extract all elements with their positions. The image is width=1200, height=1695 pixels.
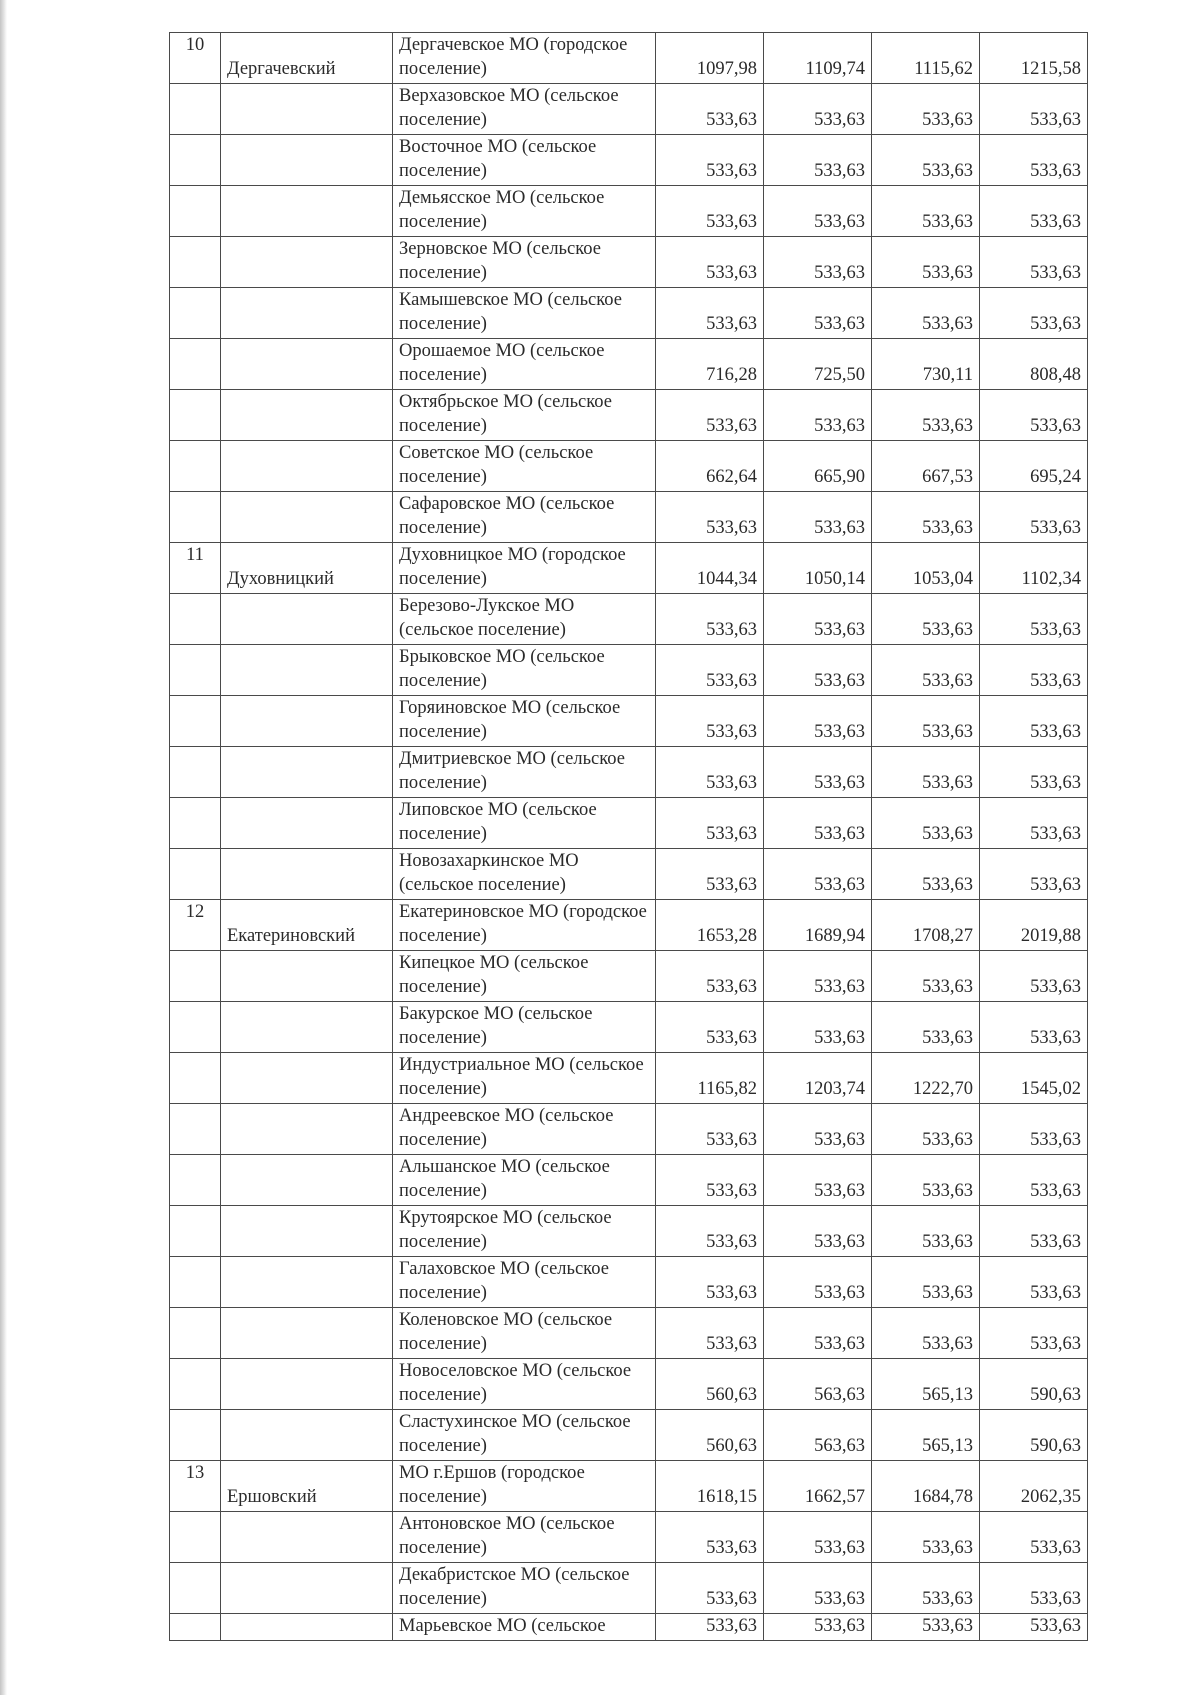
table-row (170, 1002, 1088, 1053)
value-col-1: 1618,15 (656, 1461, 764, 1512)
table-row (170, 1359, 1088, 1410)
district-name (221, 492, 393, 543)
value-col-4: 533,63 (980, 1104, 1088, 1155)
row-number (170, 390, 221, 441)
value-col-1: 1044,34 (656, 543, 764, 594)
row-number (170, 492, 221, 543)
row-number (170, 1563, 221, 1614)
value-col-3: 533,63 (872, 237, 980, 288)
value-col-2: 533,63 (764, 1614, 872, 1641)
table-row (170, 1206, 1088, 1257)
value-col-3: 533,63 (872, 135, 980, 186)
value-col-1: 533,63 (656, 1002, 764, 1053)
district-name (221, 288, 393, 339)
value-col-1: 533,63 (656, 1104, 764, 1155)
value-col-2: 533,63 (764, 1563, 872, 1614)
value-col-1: 1097,98 (656, 33, 764, 84)
tariff-table (169, 32, 1088, 1641)
value-col-2: 533,63 (764, 645, 872, 696)
table-row (170, 1614, 1088, 1641)
value-col-2: 1662,57 (764, 1461, 872, 1512)
value-col-3: 565,13 (872, 1359, 980, 1410)
row-number (170, 747, 221, 798)
value-col-2: 563,63 (764, 1359, 872, 1410)
value-col-2: 533,63 (764, 696, 872, 747)
value-col-2: 533,63 (764, 390, 872, 441)
row-number (170, 288, 221, 339)
row-number (170, 1410, 221, 1461)
value-col-4: 533,63 (980, 1614, 1088, 1641)
district-name (221, 1155, 393, 1206)
row-number (170, 1257, 221, 1308)
district-name (221, 1206, 393, 1257)
value-col-3: 1708,27 (872, 900, 980, 951)
municipality-name: Галаховское МО (сельское поселение) (393, 1257, 656, 1308)
value-col-3: 533,63 (872, 186, 980, 237)
district-name (221, 1359, 393, 1410)
district-name (221, 849, 393, 900)
row-number (170, 951, 221, 1002)
value-col-2: 533,63 (764, 84, 872, 135)
value-col-1: 662,64 (656, 441, 764, 492)
district-name (221, 237, 393, 288)
table-row (170, 492, 1088, 543)
municipality-name: Новозахаркинское МО (сельское поселение) (393, 849, 656, 900)
row-number (170, 798, 221, 849)
value-col-4: 533,63 (980, 237, 1088, 288)
value-col-1: 533,63 (656, 186, 764, 237)
value-col-1: 533,63 (656, 1308, 764, 1359)
value-col-2: 725,50 (764, 339, 872, 390)
value-col-2: 533,63 (764, 288, 872, 339)
row-number (170, 849, 221, 900)
value-col-3: 533,63 (872, 1308, 980, 1359)
value-col-1: 533,63 (656, 288, 764, 339)
district-name (221, 696, 393, 747)
row-number: 11 (170, 543, 221, 594)
value-col-1: 533,63 (656, 645, 764, 696)
table-row (170, 1563, 1088, 1614)
table-row (170, 1104, 1088, 1155)
district-name (221, 1104, 393, 1155)
value-col-2: 1109,74 (764, 33, 872, 84)
municipality-name: Брыковское МО (сельское поселение) (393, 645, 656, 696)
value-col-4: 533,63 (980, 135, 1088, 186)
value-col-4: 533,63 (980, 1563, 1088, 1614)
value-col-1: 1653,28 (656, 900, 764, 951)
row-number (170, 339, 221, 390)
table-row (170, 951, 1088, 1002)
district-name (221, 1308, 393, 1359)
table-row (170, 1308, 1088, 1359)
table-row (170, 696, 1088, 747)
value-col-2: 533,63 (764, 798, 872, 849)
value-col-3: 533,63 (872, 492, 980, 543)
value-col-1: 533,63 (656, 1563, 764, 1614)
value-col-1: 533,63 (656, 492, 764, 543)
value-col-3: 533,63 (872, 1257, 980, 1308)
table-row (170, 747, 1088, 798)
municipality-name: Восточное МО (сельское поселение) (393, 135, 656, 186)
value-col-1: 533,63 (656, 1614, 764, 1641)
municipality-name: Индустриальное МО (сельское поселение) (393, 1053, 656, 1104)
value-col-4: 533,63 (980, 1308, 1088, 1359)
value-col-3: 533,63 (872, 1104, 980, 1155)
value-col-4: 533,63 (980, 1002, 1088, 1053)
municipality-name: Бакурское МО (сельское поселение) (393, 1002, 656, 1053)
table-row (170, 1257, 1088, 1308)
table-row (170, 1155, 1088, 1206)
district-name (221, 135, 393, 186)
table-row (170, 390, 1088, 441)
table-row (170, 849, 1088, 900)
municipality-name: Альшанское МО (сельское поселение) (393, 1155, 656, 1206)
table-row (170, 339, 1088, 390)
row-number (170, 696, 221, 747)
value-col-1: 533,63 (656, 1257, 764, 1308)
district-name (221, 645, 393, 696)
municipality-name: Верхазовское МО (сельское поселение) (393, 84, 656, 135)
table-row (170, 543, 1088, 594)
value-col-4: 533,63 (980, 390, 1088, 441)
value-col-4: 533,63 (980, 951, 1088, 1002)
row-number: 13 (170, 1461, 221, 1512)
municipality-name: Орошаемое МО (сельское поселение) (393, 339, 656, 390)
municipality-name: Кипецкое МО (сельское поселение) (393, 951, 656, 1002)
table-row (170, 645, 1088, 696)
row-number: 10 (170, 33, 221, 84)
table-row (170, 135, 1088, 186)
table-row (170, 237, 1088, 288)
value-col-2: 1050,14 (764, 543, 872, 594)
value-col-3: 533,63 (872, 1512, 980, 1563)
row-number (170, 1512, 221, 1563)
value-col-2: 533,63 (764, 951, 872, 1002)
table-row (170, 1461, 1088, 1512)
table-row (170, 186, 1088, 237)
value-col-1: 533,63 (656, 135, 764, 186)
value-col-2: 533,63 (764, 492, 872, 543)
district-name (221, 1257, 393, 1308)
value-col-2: 1203,74 (764, 1053, 872, 1104)
value-col-1: 533,63 (656, 1155, 764, 1206)
municipality-name: Липовское МО (сельское поселение) (393, 798, 656, 849)
municipality-name: Декабристское МО (сельское поселение) (393, 1563, 656, 1614)
value-col-2: 533,63 (764, 1308, 872, 1359)
table-row (170, 441, 1088, 492)
table-row (170, 594, 1088, 645)
municipality-name: МО г.Ершов (городское поселение) (393, 1461, 656, 1512)
district-name (221, 441, 393, 492)
row-number (170, 135, 221, 186)
district-name (221, 339, 393, 390)
value-col-3: 533,63 (872, 951, 980, 1002)
value-col-3: 533,63 (872, 849, 980, 900)
district-name: Екатериновский (221, 900, 393, 951)
value-col-4: 533,63 (980, 696, 1088, 747)
value-col-2: 533,63 (764, 1002, 872, 1053)
value-col-2: 533,63 (764, 747, 872, 798)
district-name: Дергачевский (221, 33, 393, 84)
district-name (221, 594, 393, 645)
value-col-1: 533,63 (656, 951, 764, 1002)
value-col-3: 533,63 (872, 1002, 980, 1053)
value-col-4: 533,63 (980, 288, 1088, 339)
value-col-4: 533,63 (980, 186, 1088, 237)
district-name (221, 186, 393, 237)
municipality-name: Демьясское МО (сельское поселение) (393, 186, 656, 237)
value-col-1: 533,63 (656, 747, 764, 798)
table-row (170, 1512, 1088, 1563)
district-name (221, 1614, 393, 1641)
scan-left-edge (0, 0, 7, 1695)
table-row (170, 288, 1088, 339)
value-col-4: 1102,34 (980, 543, 1088, 594)
value-col-2: 533,63 (764, 1104, 872, 1155)
municipality-name: Андреевское МО (сельское поселение) (393, 1104, 656, 1155)
value-col-4: 533,63 (980, 1155, 1088, 1206)
table-row (170, 798, 1088, 849)
table-row (170, 1053, 1088, 1104)
table-row (170, 1410, 1088, 1461)
tariff-table-body (170, 33, 1088, 1641)
row-number (170, 1002, 221, 1053)
value-col-4: 2062,35 (980, 1461, 1088, 1512)
value-col-3: 533,63 (872, 747, 980, 798)
row-number (170, 237, 221, 288)
table-row (170, 900, 1088, 951)
value-col-4: 590,63 (980, 1410, 1088, 1461)
municipality-name: Горяиновское МО (сельское поселение) (393, 696, 656, 747)
value-col-3: 565,13 (872, 1410, 980, 1461)
row-number (170, 1359, 221, 1410)
district-name: Духовницкий (221, 543, 393, 594)
value-col-4: 808,48 (980, 339, 1088, 390)
value-col-1: 533,63 (656, 696, 764, 747)
value-col-1: 533,63 (656, 390, 764, 441)
municipality-name: Зерновское МО (сельское поселение) (393, 237, 656, 288)
row-number (170, 1614, 221, 1641)
value-col-1: 533,63 (656, 849, 764, 900)
district-name (221, 1053, 393, 1104)
row-number (170, 1053, 221, 1104)
municipality-name: Коленовское МО (сельское поселение) (393, 1308, 656, 1359)
value-col-4: 533,63 (980, 1206, 1088, 1257)
row-number (170, 1155, 221, 1206)
value-col-3: 533,63 (872, 84, 980, 135)
district-name (221, 1563, 393, 1614)
value-col-3: 730,11 (872, 339, 980, 390)
value-col-3: 533,63 (872, 645, 980, 696)
municipality-name: Крутоярское МО (сельское поселение) (393, 1206, 656, 1257)
value-col-1: 533,63 (656, 798, 764, 849)
district-name (221, 1410, 393, 1461)
value-col-2: 533,63 (764, 1512, 872, 1563)
value-col-1: 533,63 (656, 594, 764, 645)
value-col-4: 590,63 (980, 1359, 1088, 1410)
value-col-4: 695,24 (980, 441, 1088, 492)
value-col-4: 1545,02 (980, 1053, 1088, 1104)
row-number (170, 1308, 221, 1359)
value-col-4: 1215,58 (980, 33, 1088, 84)
value-col-3: 533,63 (872, 1206, 980, 1257)
value-col-4: 533,63 (980, 594, 1088, 645)
value-col-2: 533,63 (764, 594, 872, 645)
value-col-4: 533,63 (980, 798, 1088, 849)
value-col-3: 1115,62 (872, 33, 980, 84)
row-number (170, 84, 221, 135)
row-number (170, 645, 221, 696)
value-col-1: 1165,82 (656, 1053, 764, 1104)
value-col-1: 533,63 (656, 1206, 764, 1257)
value-col-2: 665,90 (764, 441, 872, 492)
municipality-name: Новоселовское МО (сельское поселение) (393, 1359, 656, 1410)
municipality-name: Сластухинское МО (сельское поселение) (393, 1410, 656, 1461)
district-name (221, 951, 393, 1002)
municipality-name: Камышевское МО (сельское поселение) (393, 288, 656, 339)
value-col-4: 533,63 (980, 849, 1088, 900)
value-col-3: 533,63 (872, 798, 980, 849)
value-col-2: 533,63 (764, 237, 872, 288)
municipality-name: Октябрьское МО (сельское поселение) (393, 390, 656, 441)
value-col-2: 533,63 (764, 1206, 872, 1257)
municipality-name: Березово-Лукское МО (сельское поселение) (393, 594, 656, 645)
value-col-3: 533,63 (872, 1155, 980, 1206)
row-number (170, 1206, 221, 1257)
value-col-2: 533,63 (764, 186, 872, 237)
municipality-name: Антоновское МО (сельское поселение) (393, 1512, 656, 1563)
value-col-3: 533,63 (872, 1614, 980, 1641)
district-name (221, 84, 393, 135)
municipality-name: Екатериновское МО (городское поселение) (393, 900, 656, 951)
value-col-1: 716,28 (656, 339, 764, 390)
value-col-2: 533,63 (764, 849, 872, 900)
value-col-1: 533,63 (656, 1512, 764, 1563)
row-number (170, 186, 221, 237)
value-col-2: 533,63 (764, 1257, 872, 1308)
value-col-3: 1684,78 (872, 1461, 980, 1512)
municipality-name: Духовницкое МО (городское поселение) (393, 543, 656, 594)
row-number (170, 594, 221, 645)
district-name (221, 1002, 393, 1053)
value-col-3: 533,63 (872, 390, 980, 441)
district-name: Ершовский (221, 1461, 393, 1512)
value-col-4: 533,63 (980, 1512, 1088, 1563)
value-col-4: 533,63 (980, 747, 1088, 798)
value-col-2: 1689,94 (764, 900, 872, 951)
district-name (221, 798, 393, 849)
municipality-name: Марьевское МО (сельское (393, 1614, 656, 1641)
municipality-name: Советское МО (сельское поселение) (393, 441, 656, 492)
value-col-4: 533,63 (980, 645, 1088, 696)
value-col-4: 533,63 (980, 84, 1088, 135)
value-col-4: 2019,88 (980, 900, 1088, 951)
value-col-1: 560,63 (656, 1359, 764, 1410)
table-row (170, 33, 1088, 84)
value-col-1: 533,63 (656, 237, 764, 288)
row-number (170, 441, 221, 492)
value-col-3: 533,63 (872, 1563, 980, 1614)
row-number: 12 (170, 900, 221, 951)
value-col-2: 533,63 (764, 135, 872, 186)
municipality-name: Сафаровское МО (сельское поселение) (393, 492, 656, 543)
value-col-3: 1053,04 (872, 543, 980, 594)
table-row (170, 84, 1088, 135)
value-col-2: 533,63 (764, 1155, 872, 1206)
district-name (221, 747, 393, 798)
value-col-3: 533,63 (872, 594, 980, 645)
value-col-1: 560,63 (656, 1410, 764, 1461)
municipality-name: Дергачевское МО (городское поселение) (393, 33, 656, 84)
value-col-3: 667,53 (872, 441, 980, 492)
value-col-3: 533,63 (872, 288, 980, 339)
value-col-1: 533,63 (656, 84, 764, 135)
municipality-name: Дмитриевское МО (сельское поселение) (393, 747, 656, 798)
value-col-4: 533,63 (980, 492, 1088, 543)
district-name (221, 390, 393, 441)
value-col-3: 1222,70 (872, 1053, 980, 1104)
value-col-3: 533,63 (872, 696, 980, 747)
value-col-4: 533,63 (980, 1257, 1088, 1308)
row-number (170, 1104, 221, 1155)
value-col-2: 563,63 (764, 1410, 872, 1461)
district-name (221, 1512, 393, 1563)
